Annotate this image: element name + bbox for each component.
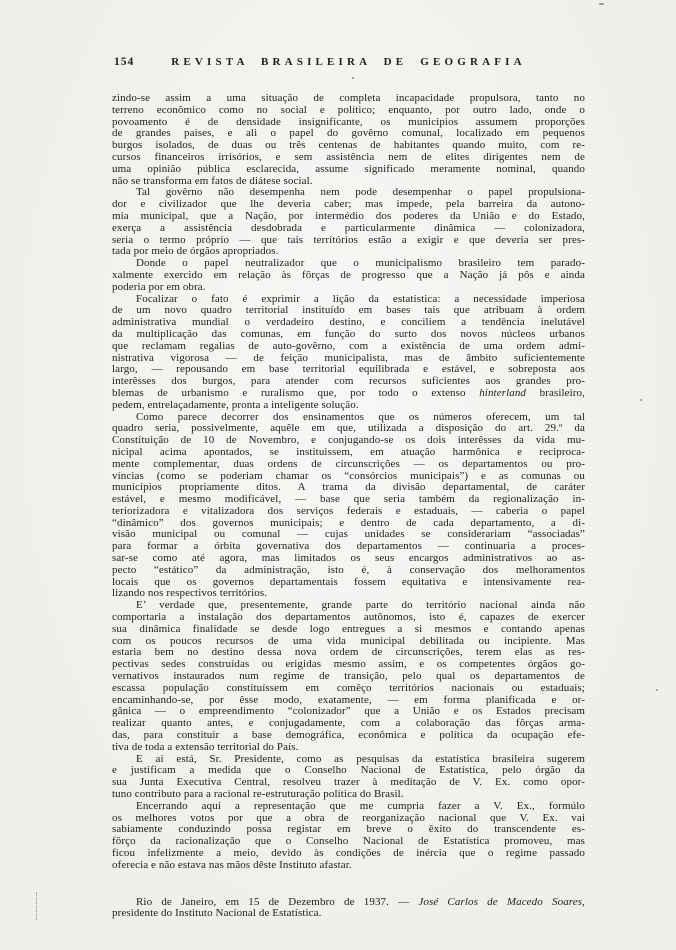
text-line: mente complementar, duas ordens de circunscrições — os departamentos ou pro- xyxy=(112,457,585,470)
text-line: pectivas sedes construídas ou erigidas mesmo assim, e os competentes órgãos go- xyxy=(112,658,585,671)
paragraph xyxy=(112,187,585,258)
text-line: blemas de urbanismo e ruralismo que, por todo o extenso hinterland brasileiro, xyxy=(112,386,585,399)
text-line: Como parece decorrer dos ensinamentos que os números oferecem, um tal xyxy=(136,410,585,423)
page-number: 154 xyxy=(114,56,135,68)
text-line: Rio de Janeiro, em 15 de Dezembro de 1937. — José Carlos de Macedo Soares, xyxy=(136,895,585,908)
text-line: de grandes paises, e ali o papel do govêrno comunal, localizado em pequenos xyxy=(112,127,585,140)
text-line: para formar a órbita governativa dos departamentos — continuaria a proces- xyxy=(112,540,585,553)
scan-artifact-speck xyxy=(656,689,658,691)
text-line: burgos isolados, de duas ou três centenas de habitantes quando muito, com re- xyxy=(112,139,585,152)
paragraph xyxy=(112,93,585,187)
text-line: gânica — o empreendimento “colonizador” que a União e os Estados precisam xyxy=(112,705,585,718)
text-line: das, para constituir a base demográfica, econômica e política da ocupação efe- xyxy=(112,729,585,742)
text-line: víncias (como se poderiam chamar os “consórcios municipais”) e as comunas ou xyxy=(112,469,585,482)
scan-artifact-dotted-line xyxy=(36,892,37,920)
text-line: pedem, entrelaçadamente, pronta a inteligente solução. xyxy=(112,398,359,411)
text-line: fôrço da racionalização que o Conselho Nacional de Estatística promoveu, mas xyxy=(112,835,585,848)
journal-title: REVISTA BRASILEIRA DE GEOGRAFIA xyxy=(171,56,526,68)
text-line: tiva de toda a extensão territorial do País. xyxy=(112,740,299,753)
text-line: sar-se como até agora, mas limitados os seus encargos administrativos ao as- xyxy=(112,552,585,565)
text-line: povoamento é de densidade insignificante, os municipios assumem proporções xyxy=(112,115,585,128)
text-line: zindo-se assim a uma situação de completa incapacidade propulsora, tanto no xyxy=(112,92,585,104)
text-line: poderia por em obra. xyxy=(112,280,206,293)
text-line: mia municipal, que a Nação, por intermédio dos poderes da União e do Estado, xyxy=(112,209,585,222)
paragraph xyxy=(112,801,585,872)
text-line: estaria bem no destino dessa nova ordem de circunscrições, terem elas as res- xyxy=(112,646,585,659)
text-line: escassa população constituíssem em comêço territórios nacionais ou estaduais; xyxy=(112,681,585,694)
text-line: que reclamam regalias de auto-govêrno, com a existência de uma ordem admi- xyxy=(112,339,585,352)
text-line: pecto “estático” da administração, isto é, à conservação dos melhoramentos xyxy=(112,563,585,576)
text-line: E’ verdade que, presentemente, grande parte do território nacional ainda não xyxy=(136,599,585,612)
text-line: vernativos instaurados num regime de transição, pelo qual os departamentos de xyxy=(112,670,585,683)
text-line: de um novo quadro territorial instituído em bases tais que atribuam à ordem xyxy=(112,304,585,317)
text-line: estável, e mesmo modificável, — base que seria também da regionalização in- xyxy=(112,493,585,506)
text-line: da multiplicação das comunas, em função do surto dos novos núcleos urbanos xyxy=(112,327,585,340)
text-line: E aí está, Sr. Presidente, como as pesquisas da estatística brasileira sugerem xyxy=(136,752,585,765)
text-line: e justificam a medida que o Conselho Nacional de Estatística, pelo órgão da xyxy=(112,764,585,777)
paragraph xyxy=(112,412,585,601)
body-text xyxy=(112,93,585,872)
page-header xyxy=(112,56,585,70)
text-line: sua dinâmica finalidade se desde logo entregues a si mesmos e contando apenas xyxy=(112,622,585,635)
text-line: administrativa mundial o verdadeiro destino, e conciliem a tendência inelutável xyxy=(112,316,585,329)
text-line: interêsses dos burgos, para atender com recursos suficientes aos grandes pro- xyxy=(112,375,585,388)
text-line: não se transforma em fatos de diátese social. xyxy=(112,174,313,187)
text-line: Constituição de 10 de Novembro, e conjugando-se os dois interêsses da vida mu- xyxy=(112,434,585,447)
text-line: seria o termo próprio — que tais territórios estão a exigir e que deveria ser pres- xyxy=(112,233,585,246)
text-line: dor e civilizador que lhe deveria caber; mas impede, pela barreira da autono- xyxy=(112,198,585,211)
text-line: uma opinião pública esclarecida, assume significado meramente nominal, quando xyxy=(112,162,585,175)
text-line: comportaria a instalação dos departamentos autônomos, isto é, capazes de exercer xyxy=(112,611,585,624)
text-line: xalmente exercido em relação às fôrças de progresso que a Nação já pôs e ainda xyxy=(112,268,585,281)
text-line: os melhores votos por que a obra de reorganização nacional que V. Ex. vai xyxy=(112,811,585,824)
text-line: presidente do Instituto Nacional de Estatística. xyxy=(112,907,322,920)
text-line: teriorizadora e vitalizadora dos serviços federais e estaduais, — caberia o papel xyxy=(112,504,585,517)
text-line: lizando nos respectivos territórios. xyxy=(112,587,268,600)
text-line: cursos financeiros irrisórios, e sem assistência nem de elites dirigentes nem de xyxy=(112,150,585,163)
text-line: tuno contributo para a racional re-estruturação política do Brasil. xyxy=(112,788,404,801)
text-line: visão municipal ou comunal — cujas unidades se considerariam “associadas” xyxy=(112,528,585,541)
paragraph xyxy=(112,754,585,801)
text-line: Donde o papel neutralizador que o municipalismo brasileiro tem parado- xyxy=(136,257,585,270)
text-line: sua Junta Executiva Central, resolveu trazer à meditação de V. Ex. como opor- xyxy=(112,776,585,789)
text-line: nistrativa vigorosa — de feição municipalista, mas de âmbito suficientemente xyxy=(112,351,585,364)
text-line: oferecia e não estava nas mãos dêste Instituto afastar. xyxy=(112,858,352,871)
paragraph xyxy=(112,258,585,293)
text-line: largo, — repousando em base territorial equilibrada e estável, e sobreposta aos xyxy=(112,363,585,376)
text-line: Tal govêrno não desempenha nem pode desempenhar o papel propulsiona- xyxy=(136,186,585,199)
text-line: Focalizar o fato é exprimir a lição da estatística: a necessidade imperiosa xyxy=(136,292,585,305)
text-line: Encerrando aquí a representação que me cumpria fazer a V. Ex., formúlo xyxy=(136,799,585,812)
text-line: terreno econômico como no social e político; enquanto, por outro lado, onde o xyxy=(112,103,585,116)
text-line: sabiamente conduzindo possa registar em breve o êxito do transcendente es- xyxy=(112,823,585,836)
text-line: exerça a assistência desdobrada e particularmente dinâmica — colonizadora, xyxy=(112,221,585,234)
closing-signature xyxy=(112,897,585,921)
paragraph xyxy=(112,600,585,753)
text-line: municípios propriamente ditos. A trama da divisão departamental, de caráter xyxy=(112,481,585,494)
text-line: locais que os governos departamentais fossem equitativa e intensivamente rea- xyxy=(112,575,585,588)
text-line: realizar quanto antes, e conjugadamente, com a colaboração das fôrças arma- xyxy=(112,717,585,730)
scan-artifact-speck xyxy=(640,399,642,401)
scan-artifact-speck xyxy=(599,3,604,5)
text-line: “dinâmico” dos governos municipais; e dentro de cada departamento, a di- xyxy=(112,516,585,529)
text-line: nicipal acima apontados, se instituissem, em atuação harmônica e reciproca- xyxy=(112,445,585,458)
text-line: ficou infelizmente a meio, devido às condições de inércia que o regime passado xyxy=(112,847,585,859)
text-line: quadro seria, possivelmente, aquêle em que, utilizada a disposição do art. 29.º da xyxy=(112,422,585,435)
text-line: encaminhando-se, por êsse modo, exatamente, — em forma planificada e or- xyxy=(112,693,585,706)
text-column xyxy=(112,56,585,920)
text-line: com os poucos recursos de uma vida municipal debilitada ou incipiente. Mas xyxy=(112,634,585,647)
paragraph xyxy=(112,294,585,412)
text-line: tada por meio de órgãos apropriados. xyxy=(112,245,279,258)
